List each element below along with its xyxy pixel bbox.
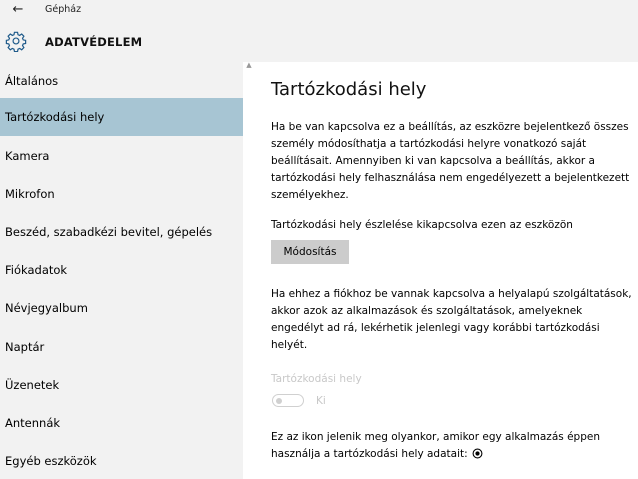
icon-note-text	[271, 429, 633, 463]
sidebar-item-tartozkodasi-hely[interactable]: Tartózkodási hely	[0, 98, 243, 136]
page-header	[0, 22, 638, 62]
title-bar	[0, 0, 638, 22]
device-status-text: Tartózkodási hely észlelése kikapcsolva ezen az eszközön	[271, 219, 573, 231]
toggle-state-text: Ki	[316, 395, 326, 407]
back-button[interactable]	[8, 1, 28, 19]
scroll-up-arrow-icon[interactable]: ▲	[246, 61, 252, 69]
sidebar-item-nevjegyalbum[interactable]: Névjegyalbum	[5, 301, 88, 315]
location-toggle[interactable]	[272, 394, 304, 407]
sidebar-item-altalanos[interactable]: Általános	[5, 74, 59, 88]
sidebar-item-egyeb-eszkozok[interactable]: Egyéb eszközök	[5, 454, 97, 468]
page-title: Tartózkodási hely	[271, 79, 427, 100]
sidebar-item-beszed[interactable]: Beszéd, szabadkézi bevitel, gépelés	[5, 225, 213, 239]
gear-icon	[5, 30, 27, 52]
back-arrow-icon: ←	[12, 2, 24, 17]
sidebar-item-naptar[interactable]: Naptár	[5, 340, 45, 354]
sidebar-item-antennak[interactable]: Antennák	[5, 416, 61, 430]
sidebar-item-uzenetek[interactable]: Üzenetek	[5, 378, 60, 392]
account-description-text: Ha ehhez a fiókhoz be vannak kapcsolva a helyalapú szolgáltatások, akkor azok az alkalmazások és szolgáltatások, amelyeknek engedélyt ad rá, lekérhetik jelenlegi vagy korábbi tartózkodási helyét.	[271, 288, 632, 351]
app-title: Gépház	[45, 4, 82, 15]
sidebar-item-fiokadatok[interactable]: Fiókadatok	[5, 263, 68, 277]
description-text: Ha be van kapcsolva ez a beállítás, az eszközre bejelentkező összes személy módosíthatja a tartózkodási helyre vonatkozó saját beállításait. Amennyiben ki van kapcsolva a beállítás, akkor a tartózkodási hely felhasználása nem engedélyezett a bejelentkezett személyekhez.	[271, 121, 630, 201]
sidebar-item-kamera[interactable]: Kamera	[5, 149, 50, 163]
location-toggle-label: Tartózkodási hely	[271, 373, 362, 385]
toggle-knob	[276, 398, 282, 404]
location-in-use-icon	[472, 448, 483, 459]
icon-note-label: Ez az ikon jelenik meg olyankor, amikor egy alkalmazás éppen használja a tartózkodási hely adatait:	[271, 431, 600, 460]
change-button[interactable]: Módosítás	[271, 240, 349, 264]
sidebar-item-mikrofon[interactable]: Mikrofon	[5, 187, 55, 201]
sidebar	[0, 62, 243, 479]
section-title: ADATVÉDELEM	[45, 35, 143, 49]
